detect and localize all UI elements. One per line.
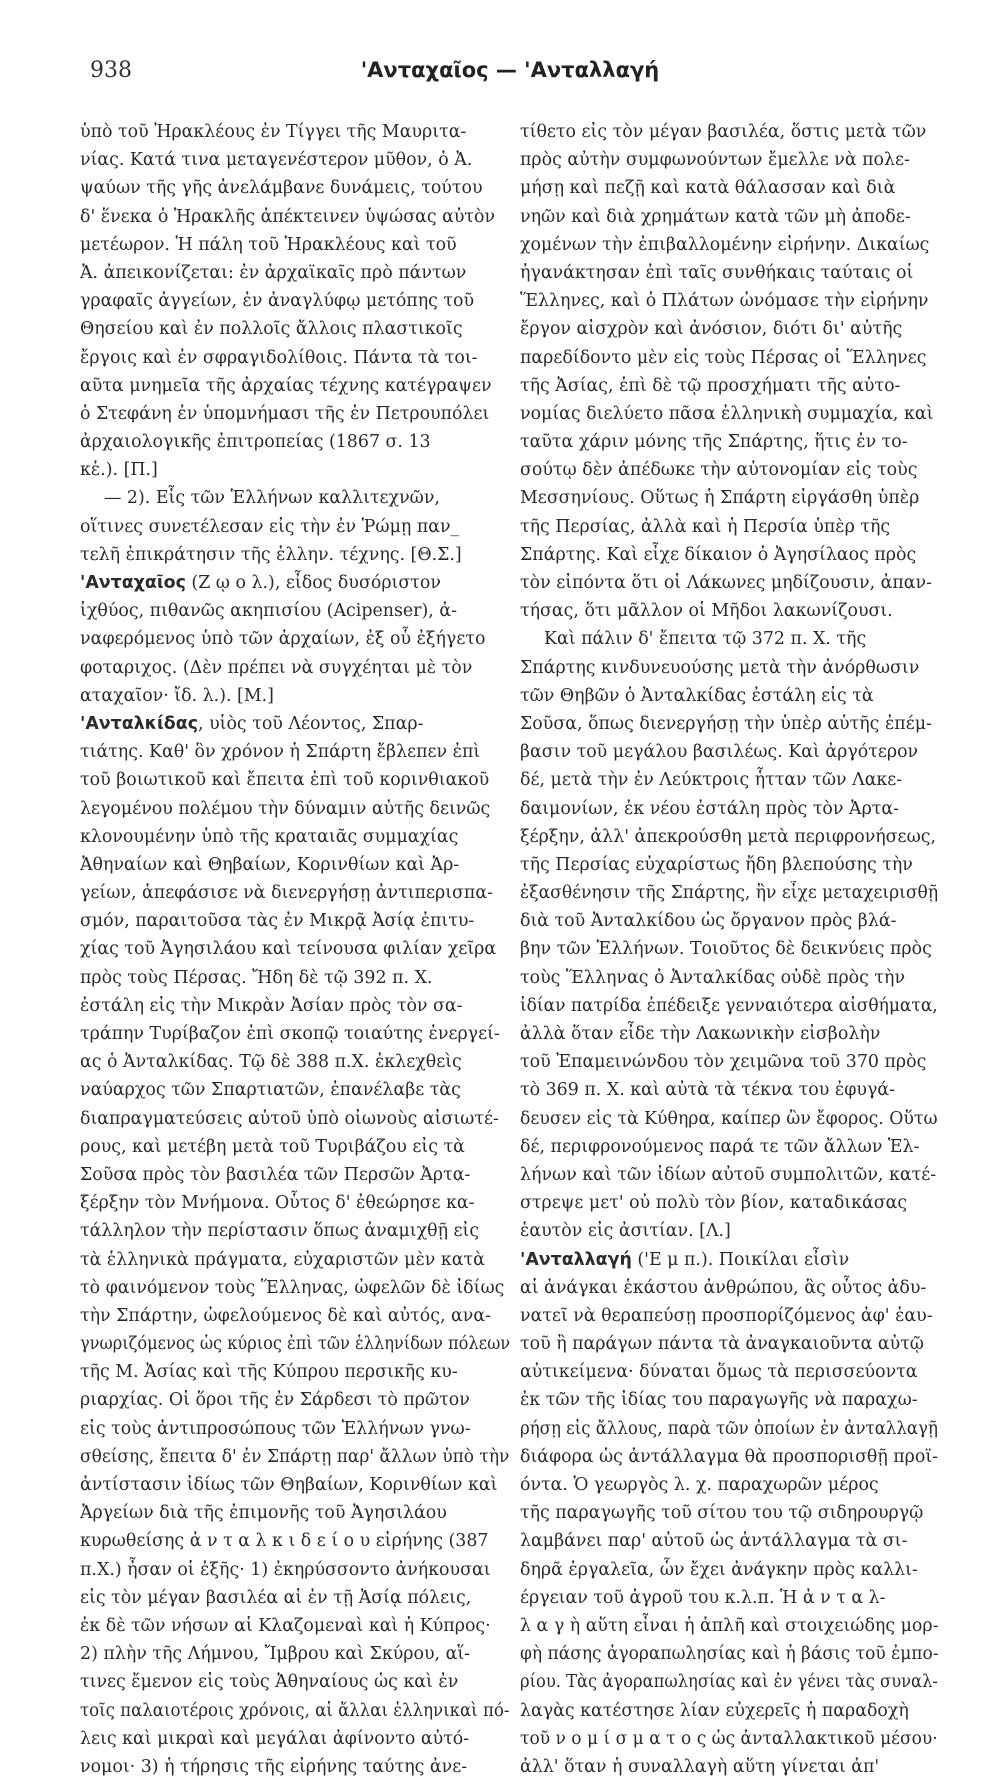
text-line: ἐκ δὲ τῶν νήσων αἱ Κλαζομεναὶ καὶ ἡ Κύπρος· [80,1615,491,1636]
text-line: Μεσσηνίους. Οὕτως ἡ Σπάρτη εἰργάσθη ὑπὲρ [520,488,920,509]
text-line: 2) πλὴν τῆς Λήμνου, Ἴμβρου καὶ Σκύρου, αἵ- [80,1644,471,1665]
text-line: νηῶν καὶ διὰ χρημάτων κατὰ τῶν μὴ ἀποδε- [520,206,911,227]
text-line: δ' ἕνεκα ὁ Ἡρακλῆς ἀπέκτεινεν ὑψώσας αὐτὸν [80,206,496,227]
headword: 'Ανταλλαγή [520,1249,632,1270]
text-line: χίας τοῦ Ἀγησιλάου καὶ τείνουσα φιλίαν χεῖρα [80,939,497,960]
headword: 'Ανταχαῖος [80,573,186,593]
text-line: τράπην Τυρίβαζον ἐπὶ σκοπῷ τοιαύτης ἐνεργεί- [80,1024,500,1044]
text-line: ἔργοις καὶ ἐν σφραγιδολίθοις. Πάντα τὰ τοι- [80,347,478,368]
text-line: π.Χ.) ἦσαν οἱ ἐξῆς· 1) ἐκηρύσσοντο ἀνήκουσαι [80,1559,491,1580]
text-line: δηρᾶ ἐργαλεῖα, ὧν ἔχει ἀνάγκην πρὸς καλλι- [520,1559,918,1580]
text-line: κἑ.). [Π.] [80,460,158,481]
text-line: μήσῃ καὶ πεζῇ καὶ κατὰ θάλασσαν καὶ διὰ [520,178,896,199]
text-line: Θησείου καὶ ἐν πολλοῖς ἄλλοις πλαστικοῖς [80,319,463,340]
text-line: βασιν τοῦ μεγάλου βασιλέως. Καὶ ἀργότερον [520,742,919,763]
text-line: λήνων καὶ τῶν ἰδίων αὐτοῦ συμπολιτῶν, κατέ- [520,1164,937,1185]
text-line: τοῖς παλαιοτέροις χρόνοις, αἱ ἄλλαι ἑλληνικαὶ πό- [80,1700,510,1721]
text-line: τινες ἔμενον εἰς τοὺς Ἀθηναίους ὡς καὶ ἐν [80,1672,459,1693]
text-line: τοῦ βοιωτικοῦ καὶ ἔπειτα ἐπὶ τοῦ κορινθιακοῦ [80,770,490,791]
text-line: Ἕλληνες, καὶ ὁ Πλάτων ὠνόμασε τὴν εἰρήνην [520,291,929,312]
text-line: πρὸς τοὺς Πέρσας. Ἤδη δὲ τῷ 392 π. Χ. [80,967,433,988]
text-line: λ α γ ὴ αὕτη εἶναι ἡ ἁπλῆ καὶ στοιχειώδης μορ- [520,1615,938,1636]
text-line: ρους, καὶ μετέβη μετὰ τοῦ Τυριβάζου εἰς τὰ [80,1136,465,1157]
page-header [0,58,1000,98]
text-line: γνωριζόμενος ὡς κύριος ἐπὶ τῶν ἑλληνίδων πόλεων [80,1334,511,1355]
headword: 'Ανταλκίδας [80,713,199,734]
text-line: ὁ Στεφάνη ἐν ὑπομνήμασι τῆς ἐν Πετρουπόλει [80,403,490,424]
text-line: σούτῳ δὲν ἀπέδωκε τὴν αὐτονομίαν εἰς τοὺς [520,460,918,481]
text-line: σμόν, παραιτοῦσα τὰς ἐν Μικρᾷ Ἀσίᾳ ἐπιτυ- [80,911,475,932]
text-line: νίας. Κατά τινα μεταγενέστερον μῦθον, ὁ Ἀ. [80,150,473,171]
text-line: ἀλλ' ὅταν ἡ συναλλαγὴ αὕτη γίνεται ἀπ' [520,1756,880,1777]
text-line: εἰς τὸν μέγαν βασιλέα αἱ ἐν τῇ Ἀσίᾳ πόλεις, [80,1587,472,1608]
text-line: τῶν Θηβῶν ὁ Ἀνταλκίδας ἐστάλη εἰς τὰ [520,685,874,706]
text-line: όντα. Ὁ γεωργὸς λ. χ. παραχωρῶν μέρος [520,1475,879,1495]
text-line: τιάτης. Καθ' ὃν χρόνον ἡ Σπάρτη ἔβλεπεν ἐπὶ [80,742,481,763]
text-line: φοταριχος. (Δὲν πρέπει νὰ συγχέηται μὲ τὸν [80,657,473,678]
text-line: τάλληλον τὴν περίστασιν ὅπως ἀναμιχθῇ εἰς [80,1221,480,1242]
text-line: διὰ τοῦ Ἀνταλκίδου ὡς ὄργανον πρὸς βλά- [520,911,897,932]
text-line: τῆς παραγωγῆς τοῦ σίτου του τῷ σιδηρουργῷ [520,1503,924,1524]
text-line: διάφορα ὡς ἀντάλλαγμα θὰ προσπορισθῇ προϊ- [520,1446,939,1467]
text-line: λαγὰς κατέστησε λίαν εὐχερεῖς ἡ παραδοχὴ [520,1700,909,1721]
text-line: τὸ 369 π. Χ. καὶ αὐτὰ τὰ τέκνα του ἐφυγά- [520,1080,895,1101]
text-line [520,1246,938,1274]
text-line: — 2). Εἷς τῶν Ἑλλήνων καλλιτεχνῶν, [104,488,440,509]
right-column [520,118,938,1781]
text-line: ρήσῃ εἰς ἄλλους, παρὰ τῶν ὁποίων ἐν ἀνταλλαγῇ [520,1418,938,1439]
text-line: τῆς Περσίας εὐχαρίστως ἤδη βλεπούσης τὴν [520,854,913,875]
text-line: στρεψε μετ' οὐ πολὺ τὸν βίον, καταδικάσας [520,1193,908,1214]
text-line: δαιμονίων, ἐκ νέου ἐστάλη πρὸς τὸν Ἀρτα- [520,798,900,819]
headword-rest: , υἱὸς τοῦ Λέοντος, Σπαρ- [198,713,424,734]
text-line: τοῦ ἢ παράγων πάντα τὰ ἀναγκαιοῦντα αὐτῷ [520,1334,924,1355]
text-line: τῆς Ἀσίας, ἐπὶ δὲ τῷ προσχήματι τῆς αὐτο- [520,375,901,396]
text-line: ἀντίστασιν ἰδίως τῶν Θηβαίων, Κορινθίων καὶ [80,1475,498,1495]
text-line: Ἀθηναίων καὶ Θηβαίων, Κορινθίων καὶ Ἀρ- [80,854,460,875]
text-line: οἵτινες συνετέλεσαν εἰς τὴν ἐν Ῥώμῃ παν_ [80,516,460,537]
text-line: ἐστάλη εἰς τὴν Μικρὰν Ἀσίαν πρὸς τὸν σα- [80,995,463,1016]
page-number: 938 [90,58,132,83]
text-line: πρὸς αὐτὴν συμφωνούντων ἔμελλε νὰ πολε- [520,150,910,171]
text-line: ἐκ τῶν τῆς ἰδίας του παραγωγῆς νὰ παραχω- [520,1390,918,1411]
text-line: τὸν εἰπόντα ὅτι οἱ Λάκωνες μηδίζουσιν, ἀπαν- [520,573,933,593]
text-line: λεις καὶ μικραὶ καὶ μεγάλαι ἀφίνοντο αὐτό- [80,1728,470,1749]
text-line: Ἀ. ἀπεικονίζεται: ἐν ἀρχαϊκαῖς πρὸ πάντων [80,262,467,283]
text-line: χομένων τὴν ἐπιβαλλομένην εἰρήνην. Δικαίως [520,234,930,255]
text-line: αταχαῖον· ἴδ. λ.). [Μ.] [80,685,274,706]
text-line: αὐτικείμενα· δύναται ὅμως τὰ περισσεύοντα [520,1362,918,1383]
text-line: τήσας, ὅτι μᾶλλον οἱ Μῆδοι λακωνίζουσι. [520,601,893,622]
text-line: Σπάρτης. Καὶ εἶχε δίκαιον ὁ Ἀγησίλαος πρὸς [520,544,917,565]
text-line: μετέωρον. Ἡ πάλη τοῦ Ἡρακλέους καὶ τοῦ [80,234,457,255]
text-line: νατεῖ νὰ θεραπεύσῃ προσπορίζόμενος ἀφ' ἑαυ- [520,1305,933,1326]
text-line: ἑαυτὸν εἰς ἀσιτίαν. [Λ.] [520,1221,731,1242]
text-line: διαπραγματεύσεις αὐτοῦ ὑπὸ οἰωνοὺς αἰσιωτέ- [80,1108,499,1129]
text-line: ρίου. Τὰς ἀγοραπωλησίας καὶ ἐν γένει τὰς συναλ- [520,1672,938,1693]
text-line: ναύαρχος τῶν Σπαρτιατῶν, ἐπανέλαβε τὰς [80,1080,461,1101]
text-line: βην τῶν Ἑλλήνων. Τοιοῦτος δὲ δεικνύεις πρὸς [520,939,932,960]
text-line: τὴν Σπάρτην, ὠφελούμενος δὲ καὶ αὐτός, ανα- [80,1305,491,1326]
left-column [80,118,510,1781]
text-line: τελῆ ἐπικράτησιν τῆς ἑλλην. τέχνης. [Θ.Σ.] [80,544,462,565]
text-line: ἔργον αἰσχρὸν καὶ ἀνόσιον, διότι δι' αὐτῆς [520,319,903,340]
text-line: Σοῦσα, ὅπως διενεργήσῃ τὴν ὑπὲρ αὐτῆς ἐπέμ- [520,713,932,734]
text-line: τῆς Περσίας, ἀλλὰ καὶ ἡ Περσία ὑπὲρ τῆς [520,516,891,537]
text-line: τίθετο εἰς τὸν μέγαν βασιλέα, ὅστις μετὰ τῶν [520,122,927,142]
text-line: γείων, ἀπεφάσισε νὰ διενεργήσῃ ἀντιπερισπα- [80,883,493,904]
text-line: νομοι· 3) ἡ τήρησις τῆς εἰρήνης ταύτης ἀνε- [80,1756,468,1777]
text-line: ἠγανάκτησαν ἐπὶ ταῖς συνθήκαις ταύταις οἱ [520,262,914,283]
text-line: γραφαῖς ἀγγείων, ἐν ἀναγλύφῳ μετόπης τοῦ [80,291,475,312]
text-line: νομίας διελύετο πᾶσα ἑλληνικὴ συμμαχία, καὶ [520,403,934,424]
text-line: τοῦ Ἐπαμεινώνδου τὸν χειμῶνα τοῦ 370 πρὸς [520,1052,927,1073]
text-line: ναφερόμενος ὑπὸ τῶν ἀρχαίων, ἐξ οὗ ἐξήγετο [80,629,486,650]
text-line: τοῦ ν ο μ ί σ μ α τ ο ς ὡς ἀνταλλακτικοῦ μέσου· [520,1728,938,1749]
text-line: φὴ πάσης ἀγοραπωλησίας καὶ ἡ βάσις τοῦ ἐμπο- [520,1644,939,1665]
text-line: ξέρξην, ἀλλ' ἀπεκρούσθη μετὰ περιφρονήσεως, [520,826,937,847]
text-line: λαμβάνει παρ' αὐτοῦ ὡς ἀντάλλαγμα τὰ σι- [520,1531,908,1552]
text-line: δέ, περιφρονούμενος παρά τε τῶν ἄλλων Ἑλ- [520,1136,920,1157]
text-line: δέ, μετὰ τὴν ἐν Λεύκτροις ἧτταν τῶν Λακε- [520,770,903,791]
text-line: τῆς Μ. Ἀσίας καὶ τῆς Κύπρου περσικῆς κυ- [80,1362,458,1383]
text-line: ας ὁ Ἀνταλκίδας. Τῷ δὲ 388 π.Χ. ἐκλεχθεὶς [80,1052,462,1073]
text-line: σθείσης, ἔπειτα δ' ἐν Σπάρτῃ παρ' ἄλλων ὑπὸ τὴν [80,1446,510,1467]
headword-rest: ('Ε μ π.). Ποικίλαι εἶσὶν [631,1249,850,1270]
text-line: ἀλλὰ ὅταν εἶδε τὴν Λακωνικὴν εἰσβολὴν [520,1024,881,1044]
text-line: ἀρχαιολογικῆς ἐπιτροπείας (1867 σ. 13 [80,432,431,453]
text-line: Ἀργείων διὰ τῆς ἐπιμονῆς τοῦ Ἀγησιλάου [80,1503,447,1524]
text-line: ταῦτα χάριν μόνης τῆς Σπάρτης, ἥτις ἐν το- [520,432,908,453]
text-line: αἱ ἀνάγκαι ἑκάστου ἀνθρώπου, ἃς οὗτος ἀδυ- [520,1277,927,1298]
running-title: 'Ανταχαῖος — 'Ανταλλαγή [360,58,660,82]
text-line: τοὺς Ἕλληνας ὁ Ἀνταλκίδας οὐδὲ πρὸς τὴν [520,967,906,988]
text-line: ξέρξην τὸν Μνήμονα. Οὗτος δ' ἐθεώρησε κα- [80,1193,475,1214]
text-line: ἰχθύος, πιθανῶς ακηπισίου (Acipenser), ἀ- [80,601,457,622]
text-line: Σπάρτης κινδυνευούσης μετὰ τὴν ἀνόρθωσιν [520,657,920,678]
text-line: ψαύων τῆς γῆς ἀνελάμβανε δυνάμεις, τούτου [80,178,483,199]
text-line: τὰ ἑλληνικὰ πράγματα, εὐχαριστῶν μὲν κατὰ [80,1249,485,1270]
text-line: έργειαν τοῦ ἀγροῦ του κ.λ.π. Ἡ ἀ ν τ α λ- [520,1587,886,1608]
text-line: λεγομένου πολέμου τὴν δύναμιν αὐτῆς δεινῶς [80,798,491,819]
text-line: κλονουμένην ὑπὸ τῆς κραταιᾶς συμμαχίας [80,826,459,847]
text-line: κυρωθείσης ἀ ν τ α λ κ ι δ ε ί ο υ εἰρήνης (387 [80,1531,489,1552]
text-line: Σοῦσα πρὸς τὸν βασιλέα τῶν Περσῶν Ἀρτα- [80,1164,471,1185]
text-line: εἰς τοὺς ἀντιπροσώπους τῶν Ἑλλήνων γνω- [80,1418,471,1439]
text-line: τὸ φαινόμενον τοὺς Ἕλληνας, ὠφελῶν δὲ ἰδίως [80,1277,505,1298]
text-line: ἐξασθένησιν τῆς Σπάρτης, ἣν εἶχε μεταχειρισθῇ [520,883,939,904]
text-line: δευσεν εἰς τὰ Κύθηρα, καίπερ ὢν ἔφορος. Οὕτω [520,1108,938,1129]
text-line: αῦτα μνημεῖα τῆς ἀρχαίας τέχνης κατέγραψεν [80,375,492,396]
text-line: Καὶ πάλιν δ' ἔπειτα τῷ 372 π. Χ. τῆς [544,629,867,650]
text-line: ἰδίαν πατρίδα ἐπέδειξε γενναιότερα αἰσθήματα, [520,995,938,1016]
text-line: παρεδίδοντο μὲν εἰς τοὺς Πέρσας οἱ Ἕλληνες [520,347,927,368]
text-line: ὑπὸ τοῦ Ἡρακλέους ἐν Τίγγει τῆς Μαυριτα- [80,122,467,142]
text-line: ριαρχίας. Οἱ ὅροι τῆς ἐν Σάρδεσι τὸ πρῶτον [80,1390,470,1411]
headword-rest: (Ζ ῳ ο λ.), εἶδος δυσόριστον [185,573,441,593]
text-line [80,569,510,597]
text-line [80,710,510,738]
